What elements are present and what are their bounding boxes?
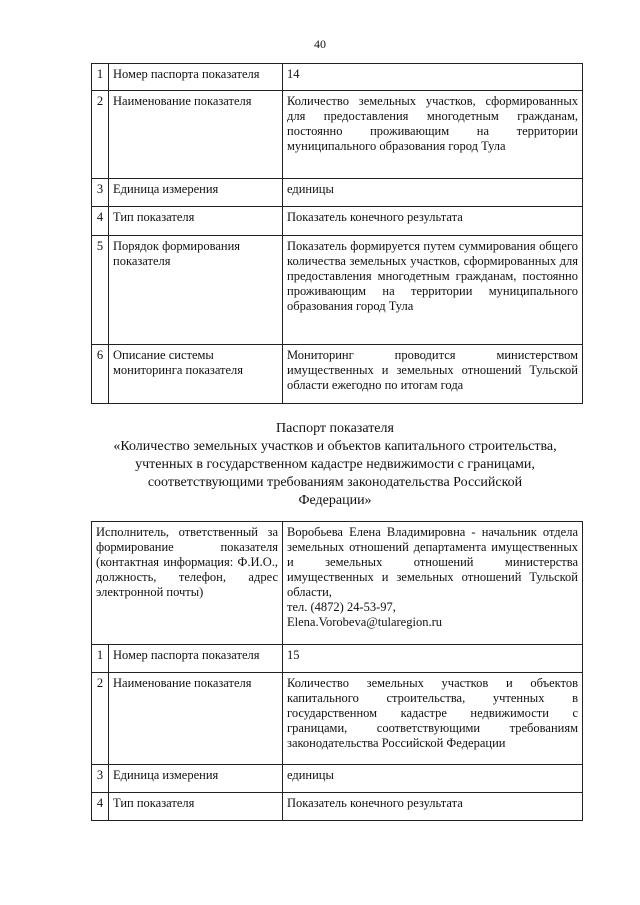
- row-number: 4: [92, 207, 109, 236]
- row-number: 4: [92, 793, 109, 821]
- executor-value: [283, 522, 583, 645]
- table-row: [92, 91, 583, 179]
- executor-label: Исполнитель, ответственный за формирование показателя (контактная информация: Ф.И.О., должность, телефон, адрес электронной почты): [92, 522, 283, 645]
- row-number: 1: [92, 64, 109, 91]
- row-label: Описание системы мониторинга показателя: [109, 345, 283, 404]
- row-number: 6: [92, 345, 109, 404]
- row-label: Наименование показателя: [109, 673, 283, 765]
- executor-name-position: Воробьева Елена Владимировна - начальник отдела земельных отношений департамента имущественных и земельных отношений министерства имущественных и земельных отношений Тульской области,: [287, 525, 578, 599]
- row-value: Мониторинг проводится министерством имущественных и земельных отношений Тульской области ежегодно по итогам года: [283, 345, 583, 404]
- row-number: 2: [92, 91, 109, 179]
- row-number: 2: [92, 673, 109, 765]
- executor-phone: тел. (4872) 24-53-97,: [287, 600, 396, 614]
- row-number: 5: [92, 236, 109, 345]
- row-value: единицы: [283, 179, 583, 207]
- row-value: Количество земельных участков, сформированных для предоставления многодетным гражданам, постоянно проживающим на территории муниципального образования город Тула: [283, 91, 583, 179]
- executor-row: [92, 522, 583, 645]
- row-label: Наименование показателя: [109, 91, 283, 179]
- executor-email: Elena.Vorobeva@tularegion.ru: [287, 615, 442, 629]
- section-title-heading: Паспорт показателя: [276, 421, 394, 436]
- table-row: [92, 793, 583, 821]
- table-row: [92, 645, 583, 673]
- row-value: Показатель конечного результата: [283, 793, 583, 821]
- table-row: [92, 673, 583, 765]
- row-number: 1: [92, 645, 109, 673]
- row-value: единицы: [283, 765, 583, 793]
- row-value: Показатель конечного результата: [283, 207, 583, 236]
- row-label: Тип показателя: [109, 207, 283, 236]
- indicator-passport-table-14: [91, 63, 583, 404]
- section-title-indicator-name: «Количество земельных участков и объектов капитального строительства, учтенных в государственном кадастре недвижимости с границами, соответствующими требованиям законодательства Российской Федерации»: [113, 439, 557, 508]
- row-label: Единица измерения: [109, 179, 283, 207]
- page-number: 40: [314, 37, 326, 51]
- row-value: 15: [283, 645, 583, 673]
- table-row: [92, 179, 583, 207]
- row-value: 14: [283, 64, 583, 91]
- table-row: [92, 207, 583, 236]
- row-label: Порядок формирования показателя: [109, 236, 283, 345]
- table-row: [92, 765, 583, 793]
- table-row: [92, 64, 583, 91]
- table-row: [92, 236, 583, 345]
- row-number: 3: [92, 179, 109, 207]
- section-title: [110, 420, 560, 510]
- indicator-passport-table-15: [91, 521, 583, 821]
- table-row: [92, 345, 583, 404]
- row-label: Тип показателя: [109, 793, 283, 821]
- row-label: Номер паспорта показателя: [109, 64, 283, 91]
- row-value: Показатель формируется путем суммирования общего количества земельных участков, сформированных для предоставления многодетным гражданам, постоянно проживающим на территории муниципального образования город Тула: [283, 236, 583, 345]
- row-value: Количество земельных участков и объектов капитального строительства, учтенных в государственном кадастре недвижимости с границами, соответствующими требованиям законодательства Российской Федерации: [283, 673, 583, 765]
- row-label: Единица измерения: [109, 765, 283, 793]
- row-number: 3: [92, 765, 109, 793]
- row-label: Номер паспорта показателя: [109, 645, 283, 673]
